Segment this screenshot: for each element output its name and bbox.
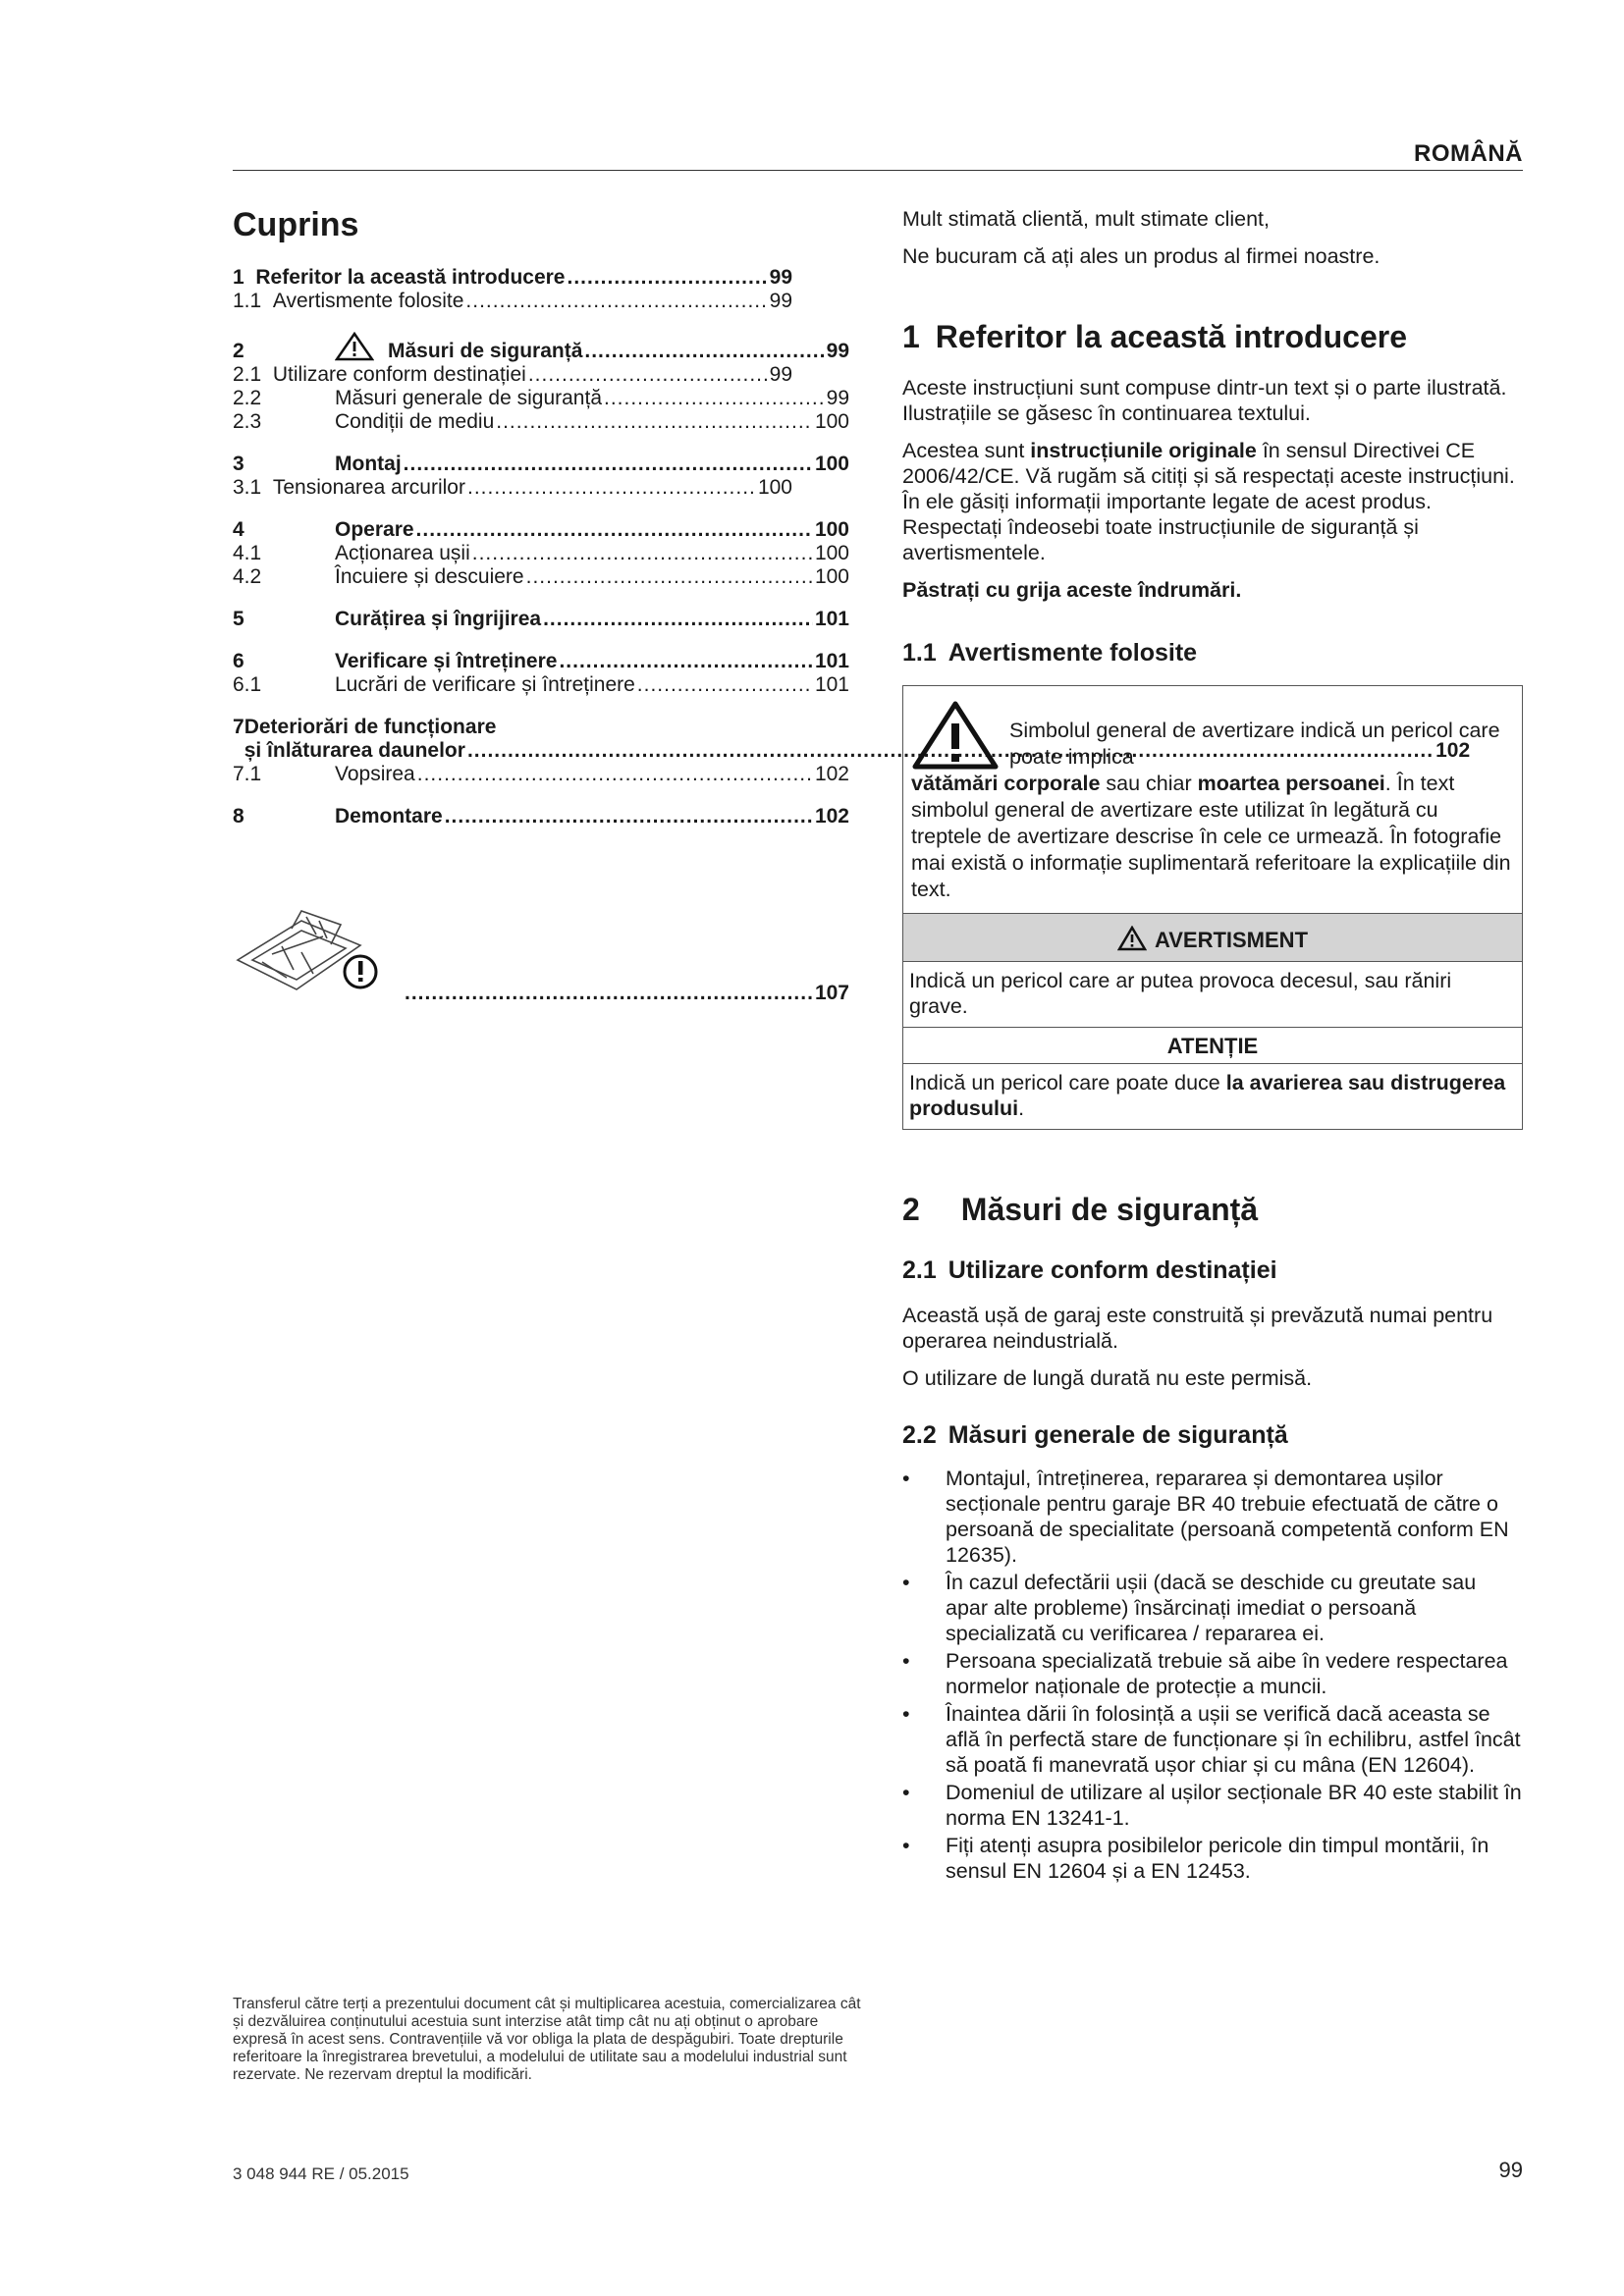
section-2-2-heading: 2.2 Măsuri generale de siguranță: [902, 1421, 1288, 1449]
toc-entry-2[interactable]: 2 Măsuri de siguranță ..... 99: [233, 332, 849, 363]
warning-level-text: Indică un pericol care ar putea provoca decesul, sau răniri grave.: [903, 962, 1522, 1028]
list-item: • Înaintea dării în folosință a ușii se verifică dacă aceasta se află în perfectă stare de funcționare și în echilibru, astfel încât să poată fi manevrată ușor chiar și cu mâna (EN 12604).: [902, 1701, 1523, 1778]
list-item: • Fiți atenți asupra posibilelor pericole din timpul montării, în sensul EN 12604 și a EN 12453.: [902, 1833, 1523, 1884]
toc-entry-7[interactable]: 7 Deteriorări de funcționare și înlăturarea daunelor ..... 102: [233, 716, 849, 763]
language-label: ROMÂNĂ: [1414, 140, 1523, 167]
toc-entry-1[interactable]: 1 Referitor la această introducere ..... 99: [233, 266, 792, 290]
warning-triangle-icon: [335, 332, 374, 361]
toc-entry-6[interactable]: 6 Verificare și întreținere ..... 101: [233, 650, 849, 673]
document-number: 3 048 944 RE / 05.2015: [233, 2164, 409, 2183]
toc-entry-4[interactable]: 4 Operare ..... 100: [233, 518, 849, 542]
section-2-1-heading: 2.1 Utilizare conform destinației: [902, 1256, 1277, 1284]
section-1-paragraph-1: Aceste instrucțiuni sunt compuse dintr-un text și o parte ilustrată. Ilustrațiile se găsesc în continuarea textului.: [902, 376, 1507, 425]
caution-level-header: ATENȚIE: [903, 1028, 1522, 1064]
toc-entry-7-1[interactable]: 7.1 Vopsirea ..... 102: [233, 763, 849, 786]
toc-entry-4-1[interactable]: 4.1 Acționarea ușii ..... 100: [233, 542, 849, 565]
header-rule: [233, 170, 1523, 171]
caution-level-text: Indică un pericol care poate duce la avarierea sau distrugerea produsului.: [909, 1071, 1506, 1120]
toc-entry-6-1[interactable]: 6.1 Lucrări de verificare și întreținere ..... 101: [233, 673, 849, 697]
section-1-keep-note: Păstrați cu grija aceste îndrumări.: [902, 578, 1242, 602]
legal-notice: Transferul către terți a prezentului document cât și multiplicarea acestuia, comercializarea cât și dezvăluirea conținutului acestuia sunt interzise atât timp cât nu ați obținut o aprobare expresă în acest sens. Contravențiile vă vor obliga la plata de despăgubiri. Toate drepturile referitoare la înregistrarea brevetului, a modelului de utilitate sau a modelului industrial sunt rezervate. Ne rezervam dreptul la modificări.: [233, 1996, 861, 2083]
list-item: • În cazul defectării ușii (dacă se deschide cu greutate sau apar alte probleme) însărcinați imediat o persoană specializată cu verificarea / repararea ei.: [902, 1570, 1523, 1646]
list-item: • Persoana specializată trebuie să aibe în vedere respectarea normelor naționale de protecție a muncii.: [902, 1648, 1523, 1699]
toc-entry-8[interactable]: 8 Demontare ..... 102: [233, 805, 849, 828]
toc-entry-4-2[interactable]: 4.2 Încuiere și descuiere ..... 100: [233, 565, 849, 589]
list-item: • Domeniul de utilizare al ușilor secționale BR 40 este stabilit în norma EN 13241-1.: [902, 1780, 1523, 1831]
toc-title: Cuprins: [233, 206, 359, 243]
section-2-1-paragraph-2: O utilizare de lungă durată nu este permisă.: [902, 1366, 1313, 1390]
list-item: • Montajul, întreținerea, repararea și demontarea ușilor secționale pentru garaje BR 40 trebuie efectuată de către o persoană de specialitate (persoană competentă conform EN 12635).: [902, 1466, 1523, 1568]
section-1-paragraph-2: Acestea sunt instrucțiunile originale în sensul Directivei CE 2006/42/CE. Vă rugăm să citiți și să respectați aceste instrucțiuni. În ele găsiți informații importante legate de acest produs. Respectați îndeosebi toate instrucțiunile de siguranță și avertismentele.: [902, 439, 1515, 564]
greeting: Mult stimată clientă, mult stimate client,: [902, 207, 1270, 231]
garage-door-illustration-icon: [233, 901, 400, 1009]
section-1-1-heading: 1.1 Avertismente folosite: [902, 639, 1198, 667]
toc-entry-3-1[interactable]: 3.1 Tensionarea arcurilor ..... 100: [233, 476, 792, 500]
section-1-heading: 1 Referitor la această introducere: [902, 319, 1407, 354]
main-content: [902, 206, 1523, 1886]
warning-level-header: AVERTISMENT: [903, 914, 1522, 962]
toc-entry-2-1[interactable]: 2.1 Utilizare conform destinației ..... 99: [233, 363, 792, 387]
section-2-heading: 2 Măsuri de siguranță: [902, 1192, 1259, 1227]
toc-entry-2-2[interactable]: 2.2 Măsuri generale de siguranță ..... 99: [233, 387, 849, 410]
large-warning-triangle-icon: [911, 700, 1000, 771]
illustration-reference[interactable]: ..... 107: [233, 901, 849, 1009]
toc-entry-5[interactable]: 5 Curățirea și îngrijirea ..... 101: [233, 608, 849, 631]
toc-entry-3[interactable]: 3 Montaj ..... 100: [233, 453, 849, 476]
section-2-1-paragraph-1: Această ușă de garaj este construită și prevăzută numai pentru operarea neindustrială.: [902, 1304, 1493, 1353]
warning-levels-box: [902, 685, 1523, 1130]
toc-entry-1-1[interactable]: 1.1 Avertismente folosite ..... 99: [233, 290, 792, 313]
thanks: Ne bucuram că ați ales un produs al firmei noastre.: [902, 244, 1380, 268]
page-number: 99: [1498, 2158, 1523, 2182]
general-warning-description: Simbolul general de avertizare indică un pericol care poate implica vătămări corporale sau chiar moartea persoanei. În text simbolul general de avertizare este utilizat în legătură cu treptele de avertizare descrise în cele ce urmează. În fotografie mai există o informație suplimentară referitoare la explicațiile din text.: [903, 686, 1522, 914]
toc-entry-2-3[interactable]: 2.3 Condiții de mediu ..... 100: [233, 410, 849, 434]
warning-triangle-icon: [1117, 926, 1147, 951]
safety-measures-list: [902, 1466, 1523, 1884]
